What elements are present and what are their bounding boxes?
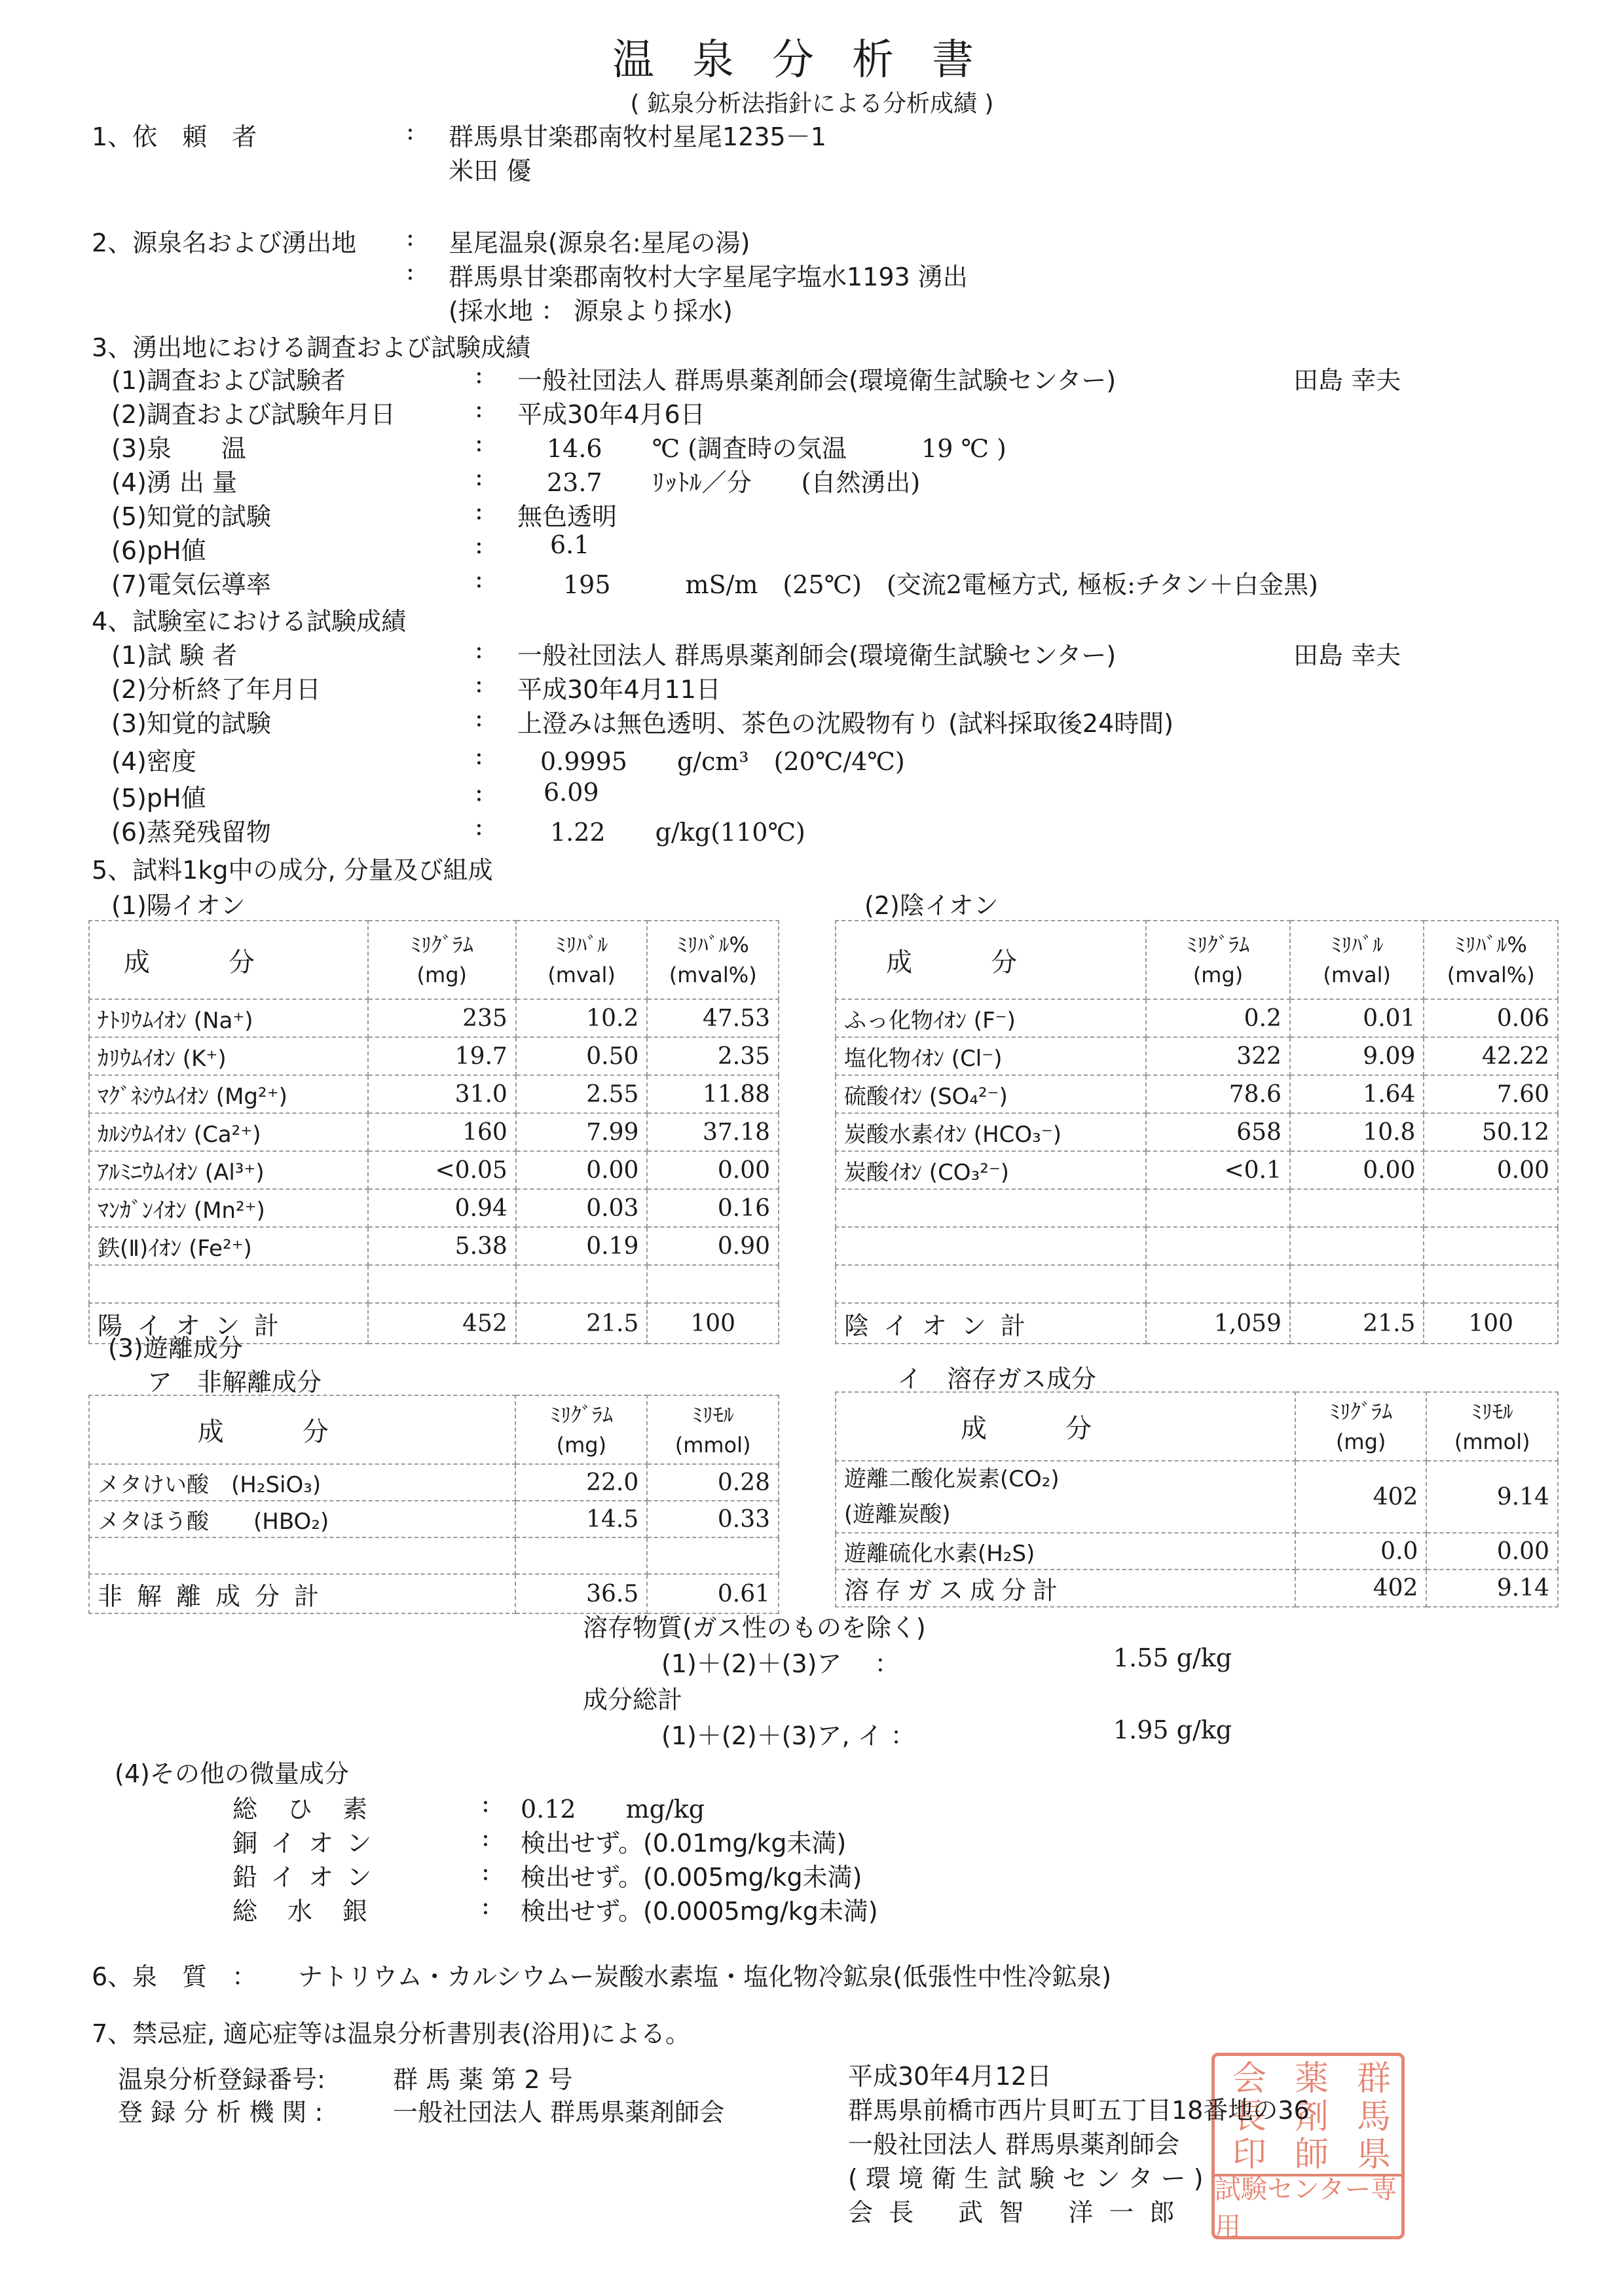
- section6-label: 6、泉 質 ：: [92, 1962, 257, 1991]
- cell-pct: 0.06: [1424, 999, 1558, 1037]
- seal-column: 群馬県: [1350, 2060, 1390, 2174]
- table-row: [89, 1227, 779, 1265]
- table-row: [89, 1037, 779, 1075]
- cell-name: 炭酸水素ｲｵﾝ (HCO₃⁻): [836, 1113, 1146, 1151]
- cell-mg: 22.0: [515, 1464, 647, 1501]
- section3-label: 3、湧出地における調査および試験成績: [92, 333, 531, 362]
- cell-mg: 402: [1295, 1461, 1427, 1533]
- colon: :: [475, 669, 483, 698]
- cell-mval: 0.50: [516, 1037, 648, 1075]
- trace-item-value: 検出せず。(0.01mg/kg未満): [521, 1829, 847, 1858]
- total-pct: 100: [647, 1303, 779, 1344]
- header-mmol: ﾐﾘﾓﾙ (mmol): [647, 1395, 779, 1464]
- header-mg: ﾐﾘｸﾞﾗﾑ (mg): [1295, 1392, 1427, 1461]
- colon: :: [475, 635, 483, 664]
- colon: :: [475, 778, 483, 807]
- cell-name: メタほう酸 (HBO₂): [89, 1501, 515, 1537]
- header-mmol: ﾐﾘﾓﾙ (mmol): [1426, 1392, 1558, 1461]
- issuer-president: 会 長 武 智 洋 一 郎: [848, 2198, 1179, 2227]
- table-row-blank: [836, 1189, 1558, 1227]
- field-label: (5)pH値: [111, 784, 206, 813]
- table-row: [836, 1113, 1558, 1151]
- table-row: [89, 1113, 779, 1151]
- cell-mmol: 0.33: [647, 1501, 779, 1537]
- spring-name: 星尾温泉(源泉名:星尾の湯): [449, 229, 750, 257]
- cell-pct: 7.60: [1424, 1075, 1558, 1113]
- cell-pct: 2.35: [647, 1037, 779, 1075]
- cell-mg: 235: [368, 999, 516, 1037]
- total-components-formula: (1)＋(2)＋(3)ア, イ ：: [661, 1721, 915, 1750]
- cell-pct: 0.16: [647, 1189, 779, 1227]
- total-label: 非解離成分計: [89, 1574, 515, 1613]
- total-mg: 452: [368, 1303, 516, 1344]
- field-label: (7)電気伝導率: [111, 570, 271, 599]
- cell-mg: 14.5: [515, 1501, 647, 1537]
- section1-label: 1、依 頼 者: [92, 122, 257, 151]
- requester-address: 群馬県甘楽郡南牧村星尾1235－1: [449, 122, 826, 151]
- non-dissociated-table: [88, 1395, 779, 1614]
- table-row: [836, 1461, 1558, 1533]
- field-value: 1.22 g/kg(110℃): [550, 818, 805, 847]
- colon: :: [406, 117, 415, 145]
- total-mval: 21.5: [1290, 1303, 1424, 1344]
- total-components-label: 成分総計: [583, 1685, 683, 1714]
- document-subtitle: ( 鉱泉分析法指針による分析成績 ): [630, 90, 994, 117]
- field-value: 6.09: [544, 778, 599, 807]
- header-mval: ﾐﾘﾊﾞﾙ (mval): [1290, 921, 1424, 999]
- cell-pct: 50.12: [1424, 1113, 1558, 1151]
- field-label: (3)知覚的試験: [111, 709, 271, 738]
- trace-item-label: 鉛 イ オ ン: [232, 1863, 375, 1892]
- cell-mg: <0.05: [368, 1151, 516, 1189]
- cell-pct: 0.00: [1424, 1151, 1558, 1189]
- cell-pct: 47.53: [647, 999, 779, 1037]
- cell-mval: 10.8: [1290, 1113, 1424, 1151]
- header-mval-pct: ﾐﾘﾊﾞﾙ% (mval%): [1424, 921, 1558, 999]
- field-value: 23.7 ﾘｯﾄﾙ／分 (自然湧出): [547, 468, 921, 497]
- total-label: 陰イオン計: [836, 1303, 1146, 1344]
- anions-label: (2)陰イオン: [864, 891, 999, 920]
- cell-name: 硫酸ｲｵﾝ (SO₄²⁻): [836, 1075, 1146, 1113]
- cell-name: ｶﾘｳﾑｲｵﾝ (K⁺): [89, 1037, 368, 1075]
- cell-mval: 0.00: [1290, 1151, 1424, 1189]
- spring-quality: ナトリウム・カルシウムー炭酸水素塩・塩化物冷鉱泉(低張性中性冷鉱泉): [298, 1962, 1112, 1991]
- table-row-blank: [836, 1265, 1558, 1303]
- table-row: [89, 1464, 779, 1501]
- sampling-point: (採水地 ： 源泉より採水): [449, 297, 733, 325]
- colon: :: [475, 428, 483, 457]
- total-mg: 1,059: [1146, 1303, 1290, 1344]
- field-label: (4)湧 出 量: [111, 468, 237, 497]
- examiner-name: 田島 幸夫: [1293, 641, 1401, 670]
- trace-item-label: 総 水 銀: [232, 1897, 371, 1926]
- issuer-center: ( 環 境 衛 生 試 験 セ ン タ ー ): [848, 2164, 1204, 2193]
- colon: :: [481, 1891, 490, 1920]
- colon: :: [406, 223, 415, 251]
- header-mval-pct: ﾐﾘﾊﾞﾙ% (mval%): [647, 921, 779, 999]
- anions-table: [835, 920, 1559, 1344]
- table-row: [836, 1037, 1558, 1075]
- cell-name: ｶﾙｼｳﾑｲｵﾝ (Ca²⁺): [89, 1113, 368, 1151]
- cell-name: 遊離二酸化炭素(CO₂) (遊離炭酸): [836, 1461, 1295, 1533]
- field-label: (6)蒸発残留物: [111, 818, 271, 847]
- colon: :: [475, 741, 483, 770]
- dissolved-matter-label: 溶存物質(ガス性のものを除く): [583, 1613, 926, 1642]
- field-label: (2)調査および試験年月日: [111, 400, 396, 429]
- dissolved-gas-table: [835, 1391, 1559, 1607]
- colon: :: [475, 462, 483, 491]
- cell-mval: 7.99: [516, 1113, 648, 1151]
- colon: :: [481, 1857, 490, 1886]
- field-value: 一般社団法人 群馬県薬剤師会(環境衛生試験センター): [517, 366, 1116, 395]
- section2-label: 2、源泉名および湧出地: [92, 229, 357, 257]
- trace-item-value: 0.12 mg/kg: [521, 1795, 705, 1824]
- requester-name: 米田 優: [449, 156, 532, 185]
- cell-name: ｱﾙﾐﾆｳﾑｲｵﾝ (Al³⁺): [89, 1151, 368, 1189]
- total-mval: 21.5: [516, 1303, 648, 1344]
- cell-mmol: 0.00: [1426, 1533, 1558, 1570]
- cell-mval: 10.2: [516, 999, 648, 1037]
- cell-mg: 322: [1146, 1037, 1290, 1075]
- issuer-address: 群馬県前橋市西片貝町五丁目18番地の36: [848, 2096, 1310, 2125]
- section4-label: 4、試験室における試験成績: [92, 607, 407, 636]
- examiner-name: 田島 幸夫: [1293, 366, 1401, 395]
- cell-mg: 0.94: [368, 1189, 516, 1227]
- free-components-label: (3)遊離成分: [108, 1334, 243, 1363]
- cell-mval: 2.55: [516, 1075, 648, 1113]
- trace-item-label: 銅 イ オ ン: [232, 1829, 375, 1858]
- colon: :: [481, 1789, 490, 1818]
- cell-name: 炭酸ｲｵﾝ (CO₃²⁻): [836, 1151, 1146, 1189]
- colon: :: [475, 394, 483, 423]
- cell-name: 遊離硫化水素(H₂S): [836, 1533, 1295, 1570]
- header-name: 成分: [836, 1392, 1295, 1461]
- cell-pct: 0.00: [647, 1151, 779, 1189]
- field-value: 上澄みは無色透明、茶色の沈殿物有り (試料採取後24時間): [517, 709, 1174, 738]
- cell-mg: 160: [368, 1113, 516, 1151]
- total-label: 溶存ガス成分計: [836, 1570, 1295, 1607]
- section5-label: 5、試料1kg中の成分, 分量及び組成: [92, 856, 493, 885]
- table-row: [836, 1151, 1558, 1189]
- table-header: [836, 921, 1558, 999]
- seal-lower: 試験センター専用: [1215, 2174, 1401, 2235]
- colon: :: [475, 812, 483, 841]
- trace-item-value: 検出せず。(0.0005mg/kg未満): [521, 1897, 878, 1926]
- cell-name: 塩化物ｲｵﾝ (Cl⁻): [836, 1037, 1146, 1075]
- registration-number-value: 群 馬 薬 第 2 号: [393, 2065, 573, 2094]
- section7-text: 7、禁忌症, 適応症等は温泉分析書別表(浴用)による。: [92, 2019, 690, 2048]
- table-row: [89, 1151, 779, 1189]
- field-value: 195 mS/m (25℃) (交流2電極方式, 極板:チタン＋白金黒): [563, 570, 1318, 599]
- table-row-blank: [836, 1227, 1558, 1265]
- cell-mg: 78.6: [1146, 1075, 1290, 1113]
- official-seal-stamp: [1211, 2053, 1405, 2242]
- trace-item-value: 検出せず。(0.005mg/kg未満): [521, 1863, 862, 1892]
- registration-number-label: 温泉分析登録番号:: [118, 2065, 325, 2094]
- cell-mval: 0.19: [516, 1227, 648, 1265]
- table-row: [89, 1501, 779, 1537]
- total-mmol: 0.61: [647, 1574, 779, 1613]
- table-row: [836, 1533, 1558, 1570]
- document-title: 温泉分析書: [612, 36, 1012, 84]
- cations-table: [88, 920, 779, 1344]
- total-mmol: 9.14: [1426, 1570, 1558, 1607]
- colon: :: [475, 703, 483, 732]
- field-label: (6)pH値: [111, 536, 206, 565]
- cations-label: (1)陽イオン: [111, 891, 246, 920]
- cell-name: 鉄(Ⅱ)ｲｵﾝ (Fe²⁺): [89, 1227, 368, 1265]
- header-name: 成分: [836, 921, 1146, 999]
- cell-name: ふっ化物ｲｵﾝ (F⁻): [836, 999, 1146, 1037]
- field-label: (3)泉 温: [111, 434, 246, 463]
- cell-mg: 0.2: [1146, 999, 1290, 1037]
- table-row-blank: [89, 1265, 779, 1303]
- cell-name: ﾅﾄﾘｳﾑｲｵﾝ (Na⁺): [89, 999, 368, 1037]
- cell-mval: 1.64: [1290, 1075, 1424, 1113]
- colon: :: [475, 496, 483, 525]
- table-row: [89, 999, 779, 1037]
- table-header: [89, 1395, 779, 1464]
- cell-mval: 0.00: [516, 1151, 648, 1189]
- issue-date: 平成30年4月12日: [848, 2062, 1052, 2091]
- header-mg: ﾐﾘｸﾞﾗﾑ (mg): [515, 1395, 647, 1464]
- field-label: (2)分析終了年月日: [111, 675, 321, 704]
- cell-mg: 658: [1146, 1113, 1290, 1151]
- issuer-org: 一般社団法人 群馬県薬剤師会: [848, 2130, 1180, 2159]
- cell-mval: 0.03: [516, 1189, 648, 1227]
- cell-name: ﾏｸﾞﾈｼｳﾑｲｵﾝ (Mg²⁺): [89, 1075, 368, 1113]
- header-name: 成分: [89, 1395, 515, 1464]
- field-value: 6.1: [550, 530, 590, 559]
- table-total-row: [836, 1303, 1558, 1344]
- field-label: (1)試 験 者: [111, 641, 237, 670]
- total-components-value: 1.95 g/kg: [1113, 1716, 1232, 1744]
- non-dissociated-label: ア 非解離成分: [147, 1368, 322, 1397]
- colon: :: [481, 1823, 490, 1852]
- cell-mmol: 0.28: [647, 1464, 779, 1501]
- dissolved-gas-label: イ 溶存ガス成分: [897, 1365, 1097, 1393]
- field-value: 14.6 ℃ (調査時の気温 19 ℃ ): [547, 434, 1006, 463]
- table-row-blank: [89, 1537, 779, 1574]
- cell-name: ﾏﾝｶﾞﾝｲｵﾝ (Mn²⁺): [89, 1189, 368, 1227]
- total-mg: 402: [1295, 1570, 1427, 1607]
- field-value: 平成30年4月6日: [517, 400, 705, 429]
- field-label: (1)調査および試験者: [111, 366, 346, 395]
- spring-location: 群馬県甘楽郡南牧村大字星尾字塩水1193 湧出: [449, 263, 968, 291]
- total-mg: 36.5: [515, 1574, 647, 1613]
- cell-mg: <0.1: [1146, 1151, 1290, 1189]
- table-row: [836, 1075, 1558, 1113]
- trace-item-label: 総 ひ 素: [232, 1795, 371, 1824]
- cell-mval: 0.01: [1290, 999, 1424, 1037]
- cell-name: メタけい酸 (H₂SiO₃): [89, 1464, 515, 1501]
- registration-org-value: 一般社団法人 群馬県薬剤師会: [393, 2098, 725, 2127]
- total-pct: 100: [1424, 1303, 1558, 1344]
- colon: :: [406, 257, 415, 285]
- header-mg: ﾐﾘｸﾞﾗﾑ (mg): [1146, 921, 1290, 999]
- table-header: [89, 921, 779, 999]
- dissolved-matter-value: 1.55 g/kg: [1113, 1643, 1232, 1672]
- cell-pct: 11.88: [647, 1075, 779, 1113]
- seal-column: 会長印: [1226, 2060, 1266, 2174]
- dissolved-matter-formula: (1)＋(2)＋(3)ア ：: [661, 1649, 900, 1678]
- field-value: 一般社団法人 群馬県薬剤師会(環境衛生試験センター): [517, 641, 1116, 670]
- cell-pct: 0.90: [647, 1227, 779, 1265]
- cell-mg: 19.7: [368, 1037, 516, 1075]
- header-mg: ﾐﾘｸﾞﾗﾑ (mg): [368, 921, 516, 999]
- cell-pct: 42.22: [1424, 1037, 1558, 1075]
- cell-mval: 9.09: [1290, 1037, 1424, 1075]
- field-value: 無色透明: [517, 502, 618, 531]
- field-label: (5)知覚的試験: [111, 502, 271, 531]
- cell-mg: 5.38: [368, 1227, 516, 1265]
- table-row: [89, 1075, 779, 1113]
- total-label: 陽イオン計: [89, 1303, 368, 1344]
- header-mval: ﾐﾘﾊﾞﾙ (mval): [516, 921, 648, 999]
- cell-mg: 0.0: [1295, 1533, 1427, 1570]
- table-row: [89, 1189, 779, 1227]
- cell-mg: 31.0: [368, 1075, 516, 1113]
- field-value: 0.9995 g/cm³ (20℃/4℃): [540, 747, 905, 776]
- header-name: 成分: [89, 921, 368, 999]
- table-row: [836, 999, 1558, 1037]
- cell-pct: 37.18: [647, 1113, 779, 1151]
- table-header: [836, 1392, 1558, 1461]
- colon: :: [475, 564, 483, 593]
- colon: :: [475, 530, 483, 559]
- table-total-row: [836, 1570, 1558, 1607]
- field-value: 平成30年4月11日: [517, 675, 721, 704]
- cell-mmol: 9.14: [1426, 1461, 1558, 1533]
- registration-org-label: 登 録 分 析 機 関 :: [118, 2098, 323, 2127]
- seal-column: 薬剤師: [1288, 2060, 1328, 2174]
- colon: :: [475, 360, 483, 389]
- field-label: (4)密度: [111, 747, 196, 776]
- trace-label: (4)その他の微量成分: [115, 1759, 349, 1788]
